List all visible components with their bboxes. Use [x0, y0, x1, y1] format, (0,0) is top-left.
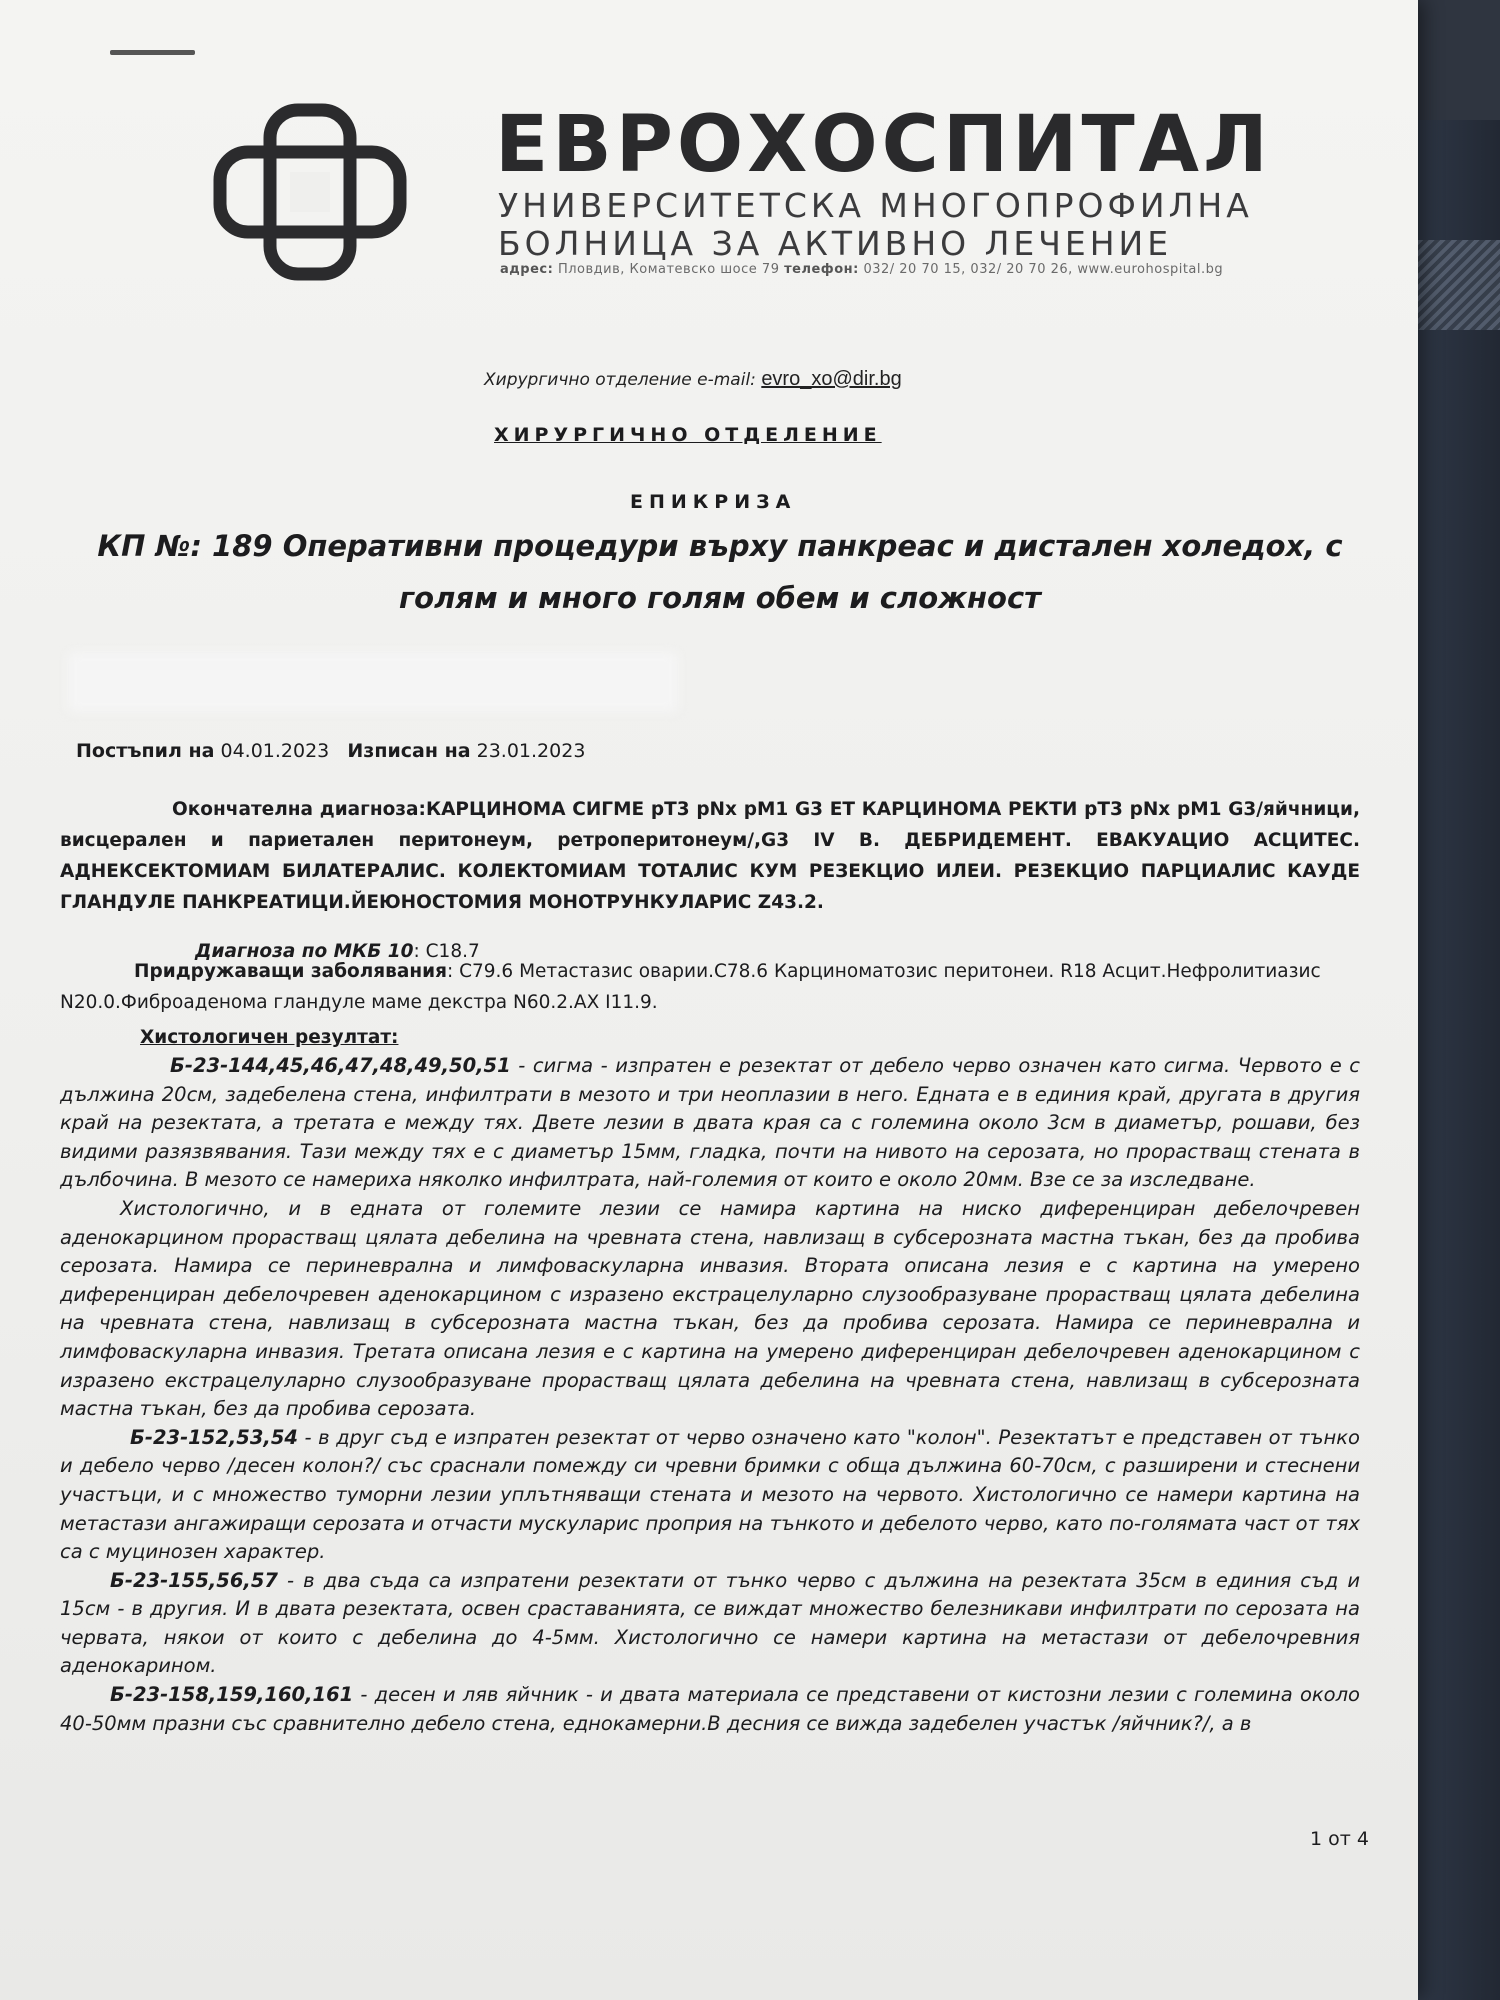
histology-paragraph: [60, 1681, 1360, 1738]
address-label: адрес:: [500, 262, 554, 277]
discharged-date: 23.01.2023: [476, 740, 586, 762]
histology-text: Хистологично, и в едната от големите лезии се намира картина на ниско диференциран дебелочревен аденокарцином прорастващ цялата дебелина на чревната стена, навлизащ в субсерозната мастна тъкан, без да пробива серозата. Намира се периневрална и лимфоваскуларна инвазия. Втората описана лезия е с картина на умерено диференциран дебелочревен аденокарцином с изразено екстрацелуларно слузообразуване прорастващ цялата дебелина на чревната стена, навлизащ в субсерозната мастна тъкан, без да пробива серозата. Намира се периневрална и лимфоваскуларна инвазия. Третата описана лезия е с картина на умерено диференциран дебелочревен аденокарцином с изразено екстрацелуларно слузообразуване прорастващ цялата дебелина на чревната стена, навлизащ в субсерозната мастна тъкан, без да пробива серозата.: [60, 1196, 1360, 1421]
specimen-code: Б-23-158,159,160,161: [110, 1683, 354, 1707]
email-link[interactable]: evro_xo@dir.bg: [761, 368, 902, 390]
icd10-label: Диагноза по МКБ 10: [195, 941, 414, 962]
histology-text: - в два съда са изпратени резектати от тънко черво с дължина на резектата 35см в единия съд и 15см - в другия. И в двата резектата, освен сраставанията, се виждат множество белезникави инфилтрати по серозата на червата, някои от които с дебелина до 4-5мм. Хистологично се намери картина на метастази от дебелочревния аденокарином.: [60, 1568, 1360, 1678]
cross-logo-icon: [212, 102, 408, 282]
department-email-line: [484, 368, 902, 391]
specimen-code: Б-23-144,45,46,47,48,49,50,51: [170, 1054, 511, 1077]
pen-mark: [110, 50, 195, 55]
histology-paragraph: [60, 1195, 1360, 1424]
histology-heading: Хистологичен резултат:: [140, 1027, 399, 1048]
document-type: ЕПИКРИЗА: [630, 491, 797, 513]
hospital-brand: ЕВРОХОСПИТАЛ: [495, 100, 1272, 190]
specimen-code: Б-23-152,53,54: [130, 1425, 298, 1449]
final-diagnosis-label: Окончателна диагноза:: [172, 799, 426, 820]
histology-results: [60, 1052, 1360, 1738]
hospital-subtitle-2: БОЛНИЦА ЗА АКТИВНО ЛЕЧЕНИЕ: [498, 224, 1173, 263]
histology-text: - десен и ляв яйчник - и двата материала се представени от кистозни лезии с големина около 40-50мм празни със сравнително дебело стена, еднокамерни.В десния се вижда задебелен участък /яйчник?/, а в: [60, 1683, 1360, 1735]
comorbidities: [60, 956, 1360, 1018]
final-diagnosis: [60, 794, 1360, 918]
admitted-date: 04.01.2023: [220, 740, 330, 762]
phone-value: 032/ 20 70 15, 032/ 20 70 26, www.eurohospital.bg: [863, 262, 1224, 277]
histology-text: - в друг съд е изпратен резектат от черво означено като "колон". Резектатът е представен от тънко и дебело черво /десен колон?/ със сраснали помежду си чревни бримки с обща дължина 60-70см, с разширени и стеснени участъци, и с множество туморни лезии уплътняващи стената и мезото на червото. Хистологично се намери картина на метастази ангажиращи серозата и отчасти мускуларис проприя на тънкото и дебелото черво, като по-голямата част от тях са с муцинозен характер.: [60, 1425, 1360, 1564]
specimen-code: Б-23-155,56,57: [110, 1568, 278, 1592]
page-number: 1 от 4: [1310, 1828, 1369, 1850]
admitted-label: Постъпил на: [76, 740, 215, 762]
icd10-value: : C18.7: [413, 941, 480, 962]
email-label: Хирургично отделение e-mail:: [484, 370, 756, 390]
comorbidities-label: Придружаващи заболявания: [134, 961, 447, 982]
histology-text: - сигма - изпратен е резектат от дебело черво означен като сигма. Червото е с дължина 20см, задебелена стена, инфилтрати в мезото и три неоплазии в него. Едната е в единия край, другата в другия край на резектата, а третата е между тях. Двете лезии в двата края са с големина около 3см в диаметър, рошави, без видими разязвявания. Тази между тях е с диаметър 15мм, гладка, почти на нивото на серозата, но прорастващ стената в дълбочина. В мезото се намериха няколко инфилтрата, най-големия от които е около 20мм. Взе се за изследване.: [60, 1054, 1360, 1192]
department-title: ХИРУРГИЧНО ОТДЕЛЕНИЕ: [494, 424, 882, 446]
histology-paragraph: [60, 1052, 1360, 1195]
hospital-address: [500, 262, 1223, 277]
histology-paragraph: [60, 1567, 1360, 1681]
discharged-label: Изписан на: [347, 740, 471, 762]
address-value: Пловдив, Коматевско шосе 79: [557, 262, 780, 277]
redacted-patient-info: [68, 652, 678, 712]
hospital-subtitle-1: УНИВЕРСИТЕТСКА МНОГОПРОФИЛНА: [498, 186, 1253, 225]
clinical-pathway-title: КП №: 189 Оперативни процедури върху панкреас и дистален холедох, с голям и много голям обем и сложност: [97, 529, 1343, 615]
admission-dates: [76, 740, 585, 762]
phone-label: телефон:: [784, 262, 859, 277]
histology-paragraph: [60, 1424, 1360, 1567]
comorbidities-value: : C79.6 Метастазис оварии.C78.6 Карциноматозис перитонеи. R18 Асцит.Нефролитиазис N20.0.Фиброаденома глaндуле маме декстра N60.2.AX I11.9.: [60, 961, 1321, 1013]
final-diagnosis-text: КАРЦИНОМА СИГМЕ pT3 pNx pM1 G3 ЕТ КАРЦИНОМА РЕКТИ pT3 pNx pM1 G3/яйчници, висцерален и париетален перитонеум, ретроперитонеум/,G3 IV B. ДЕБРИДЕМЕНТ. ЕВАКУАЦИО АСЦИТЕС. АДНЕКСЕКТОМИАМ БИЛАТЕРАЛИС. КОЛЕКТОМИАМ ТОТАЛИС КУМ РЕЗЕКЦИО ИЛЕИ. РЕЗЕКЦИО ПАРЦИАЛИС КАУДЕ ГЛАНДУЛЕ ПАНКРЕАТИЦИ.ЙЕЮНОСТОМИЯ МОНОТРУНКУЛАРИС Z43.2.: [60, 799, 1361, 913]
